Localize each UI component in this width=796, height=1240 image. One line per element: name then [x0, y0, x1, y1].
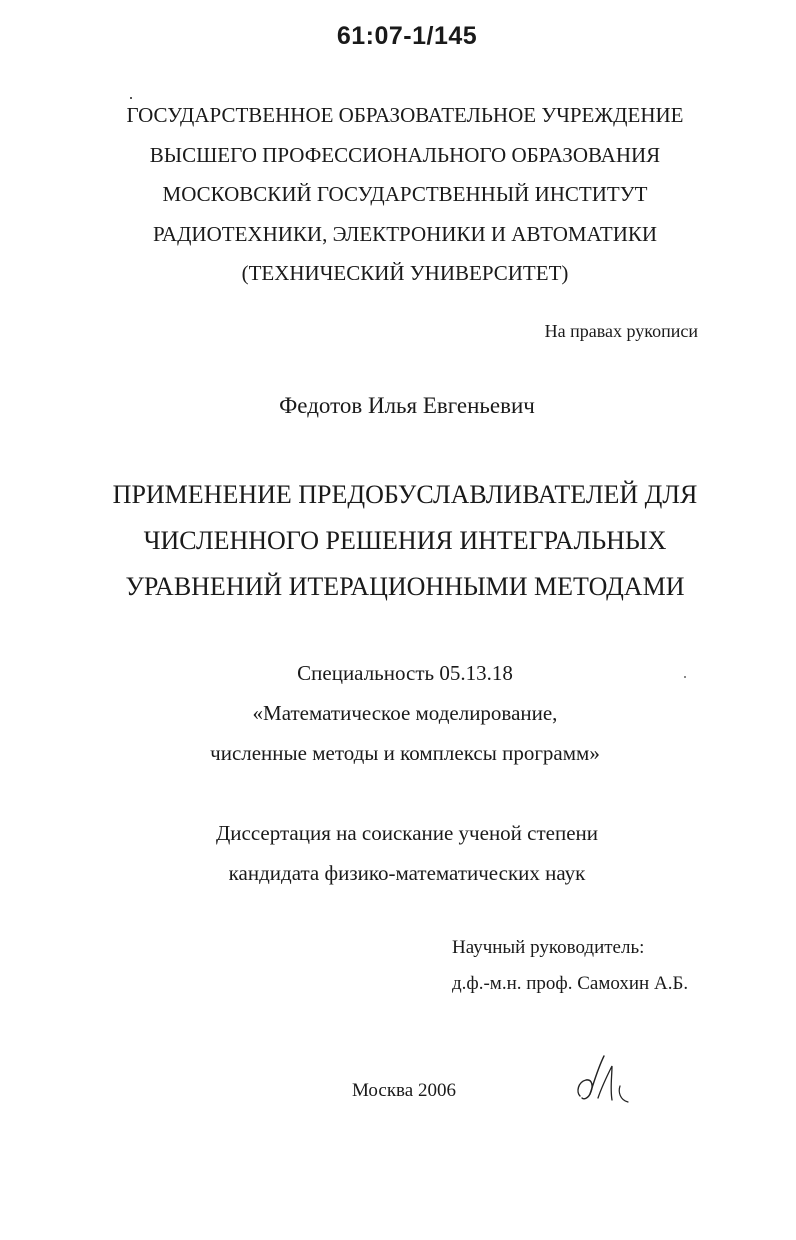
institution-line: ГОСУДАРСТВЕННОЕ ОБРАЗОВАТЕЛЬНОЕ УЧРЕЖДЕНИЕ — [126, 103, 684, 127]
specialty-line: Специальность 05.13.18 — [297, 661, 513, 685]
author-name: Федотов Илья Евгеньевич — [279, 393, 535, 418]
degree-line: кандидата физико-математических наук — [228, 861, 586, 885]
supervisor-label: Научный руководитель: — [452, 937, 645, 958]
institution-line: МОСКОВСКИЙ ГОСУДАРСТВЕННЫЙ ИНСТИТУТ — [162, 182, 648, 206]
degree-block — [0, 813, 796, 893]
library-stamp-code: 61:07-1/145 — [336, 22, 478, 50]
institution-header — [0, 96, 796, 294]
institution-line: ВЫСШЕГО ПРОФЕССИОНАЛЬНОГО ОБРАЗОВАНИЯ — [149, 142, 661, 167]
title-line: УРАВНЕНИЙ ИТЕРАЦИОННЫМИ МЕТОДАМИ — [125, 572, 685, 601]
institution-line: (ТЕХНИЧЕСКИЙ УНИВЕРСИТЕТ) — [241, 261, 569, 285]
handwritten-signature — [568, 1052, 638, 1108]
specialty-line: численные методы и комплексы программ» — [210, 741, 600, 765]
title-line: ЧИСЛЕННОГО РЕШЕНИЯ ИНТЕГРАЛЬНЫХ — [143, 526, 667, 555]
dissertation-title — [0, 472, 796, 610]
institution-line: РАДИОТЕХНИКИ, ЭЛЕКТРОНИКИ И АВТОМАТИКИ — [152, 221, 658, 246]
specialty-line: «Математическое моделирование, — [252, 701, 558, 725]
specialty-block — [0, 653, 796, 773]
supervisor-name: д.ф.-м.н. проф. Самохин А.Б. — [452, 973, 689, 994]
supervisor-block — [452, 930, 688, 1002]
degree-line: Диссертация на соискание ученой степени — [215, 821, 599, 845]
title-line: ПРИМЕНЕНИЕ ПРЕДОБУСЛАВЛИВАТЕЛЕЙ ДЛЯ — [112, 480, 698, 509]
manuscript-note: На правах рукописи — [544, 321, 698, 341]
city-year: Москва 2006 — [352, 1080, 456, 1101]
